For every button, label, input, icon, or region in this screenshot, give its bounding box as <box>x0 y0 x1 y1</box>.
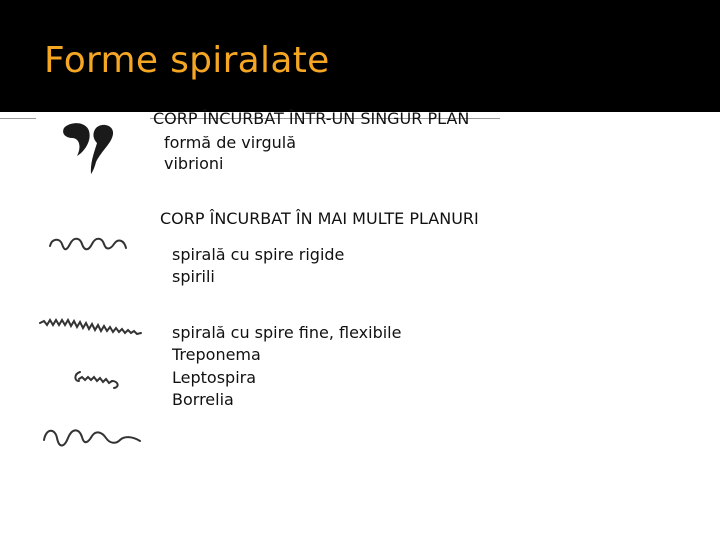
leptospira-illustration <box>75 372 117 388</box>
slide-title: Forme spiralate <box>44 40 330 81</box>
section-line: formă de virgulă <box>164 133 297 152</box>
section-line: Borrelia <box>172 390 234 409</box>
section-line: spirală cu spire rigide <box>172 245 345 264</box>
spirillum-illustration <box>50 239 126 250</box>
section-heading-single-plane: CORP ÎNCURBAT ÎNTR-UN SINGUR PLAN <box>153 109 470 128</box>
section-line: Treponema <box>172 345 261 364</box>
section-line: Leptospira <box>172 368 257 387</box>
section-line: vibrioni <box>164 154 224 173</box>
section-heading-multiple-planes: CORP ÎNCURBAT ÎN MAI MULTE PLANURI <box>160 209 479 228</box>
section-line: spirală cu spire fine, flexibile <box>172 323 402 342</box>
section-line: spirili <box>172 267 215 286</box>
borrelia-illustration <box>44 430 140 445</box>
vibrio-illustration <box>63 123 113 174</box>
fine-spiral-illustration <box>40 320 141 334</box>
